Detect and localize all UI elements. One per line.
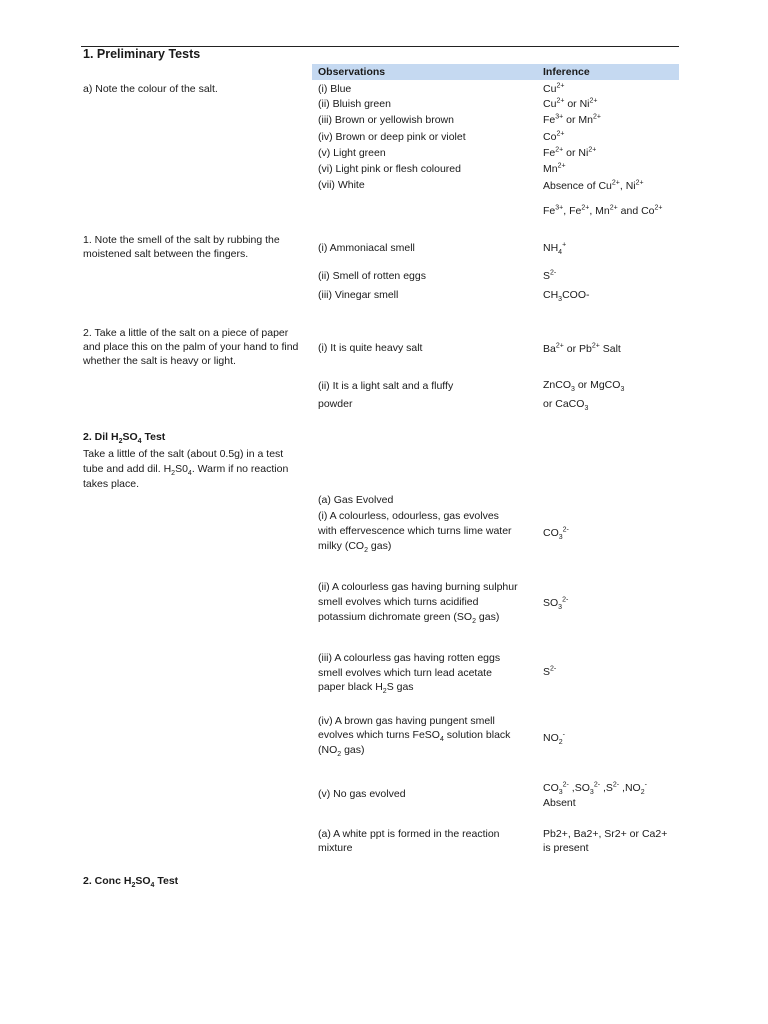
obs-row: (vii) White [318, 179, 365, 191]
obs-row: (i) A colourless, odourless, gas evolves [318, 510, 499, 522]
inf-row: $SO_3^{2-}$ [543, 596, 569, 612]
test-weight: 2. Take a little of the salt on a piece of paper and place this on the palm of your hand to find whether the salt is heavy or light. [83, 327, 299, 367]
header-inference: Inference [543, 66, 590, 78]
obs-row: with effervescence which turns lime water [318, 525, 512, 537]
obs-row: (vi) Light pink or flesh coloured [318, 163, 461, 175]
obs-row: (iv) Brown or deep pink or violet [318, 131, 466, 143]
obs-row: (i) Ammoniacal smell [318, 242, 415, 254]
inf-row: Absent [543, 797, 576, 809]
inf-row: $Fe^{3+}$, $Fe^{2+}$, $Mn^{2+}$ and $Co^{2+}$ [543, 204, 663, 217]
obs-row: milky ($CO_2$ gas) [318, 540, 392, 555]
inf-row: $S^{2-}$ [543, 269, 557, 282]
inf-row: $S^{2-}$ [543, 665, 557, 678]
section-title-conc: 2. Conc $H_2SO_4$ Test [83, 875, 179, 890]
inf-row: is present [543, 842, 589, 854]
obs-row: powder [318, 398, 353, 410]
inf-row: $CO_3^{2-}$ $,SO_3^{2-}$ $,S^{2-}$ $,NO_2^-$ [543, 781, 647, 797]
obs-row: (i) It is quite heavy salt [318, 342, 423, 354]
obs-row: smell evolves which turn lead acetate [318, 667, 492, 679]
inf-row: $Cu^{2+}$ or $Ni^{2+}$ [543, 97, 598, 110]
title-rule [81, 46, 679, 47]
inf-row: $NO_2^-$ [543, 731, 565, 747]
inf-row: $Cu^{2+}$ [543, 82, 565, 95]
dil-intro-line: Take a little of the salt (about 0.5g) in a test [83, 448, 284, 460]
obs-row: (iii) A colourless gas having rotten eggs [318, 652, 501, 664]
test-smell: 1. Note the smell of the salt by rubbing the moistened salt between the fingers. [83, 234, 280, 260]
inf-row: $Ba^{2+}$ or $Pb^{2+}$ Salt [543, 342, 621, 355]
obs-row: evolves which turns FeSO$_4$ solution black [318, 729, 511, 744]
section-title-preliminary: 1. Preliminary Tests [83, 47, 201, 61]
inf-row: Pb2+, Ba2+, Sr2+ or Ca2+ [543, 828, 668, 840]
dil-intro-line: takes place. [83, 478, 140, 490]
obs-row: (ii) Smell of rotten eggs [318, 270, 426, 282]
inf-row: Absence of $Cu^{2+}$, $Ni^{2+}$ [543, 179, 644, 192]
obs-row: ($NO_2$ gas) [318, 744, 365, 759]
inf-row: ZnCO$_3$ or MgCO$_3$ [543, 379, 625, 394]
inf-row: $Fe^{3+}$ or $Mn^{2+}$ [543, 113, 601, 126]
obs-row: potassium dichromate green ($SO_2$ gas) [318, 611, 500, 626]
obs-row: (a) A white ppt is formed in the reaction [318, 828, 500, 840]
header-observations: Observations [318, 66, 386, 78]
obs-row: (iii) Brown or yellowish brown [318, 114, 454, 126]
obs-row: (ii) Bluish green [318, 98, 391, 110]
obs-row: mixture [318, 842, 353, 854]
obs-row: (i) Blue [318, 83, 352, 95]
gas-evolved-heading: (a) Gas Evolved [318, 494, 394, 506]
obs-row: (v) No gas evolved [318, 788, 406, 800]
inf-row: $CH_3COO-$ [543, 289, 590, 304]
inf-row: $Mn^{2+}$ [543, 162, 566, 175]
inf-row: or CaCO$_3$ [543, 398, 589, 413]
obs-row: smell evolves which turns acidified [318, 596, 479, 608]
section-title-dil: 2. Dil $H_2SO_4$ Test [83, 431, 166, 446]
inf-row: $NH_4^+$ [543, 241, 567, 257]
obs-row: (ii) It is a light salt and a fluffy [318, 380, 454, 392]
obs-row: (ii) A colourless gas having burning sulphur [318, 581, 518, 593]
inf-row: $CO_3^{2-}$ [543, 526, 569, 542]
test-colour: a) Note the colour of the salt. [83, 83, 218, 95]
obs-row: (iii) Vinegar smell [318, 289, 399, 301]
obs-row: (v) Light green [318, 147, 386, 159]
obs-row: paper black $H_2S$ gas [318, 681, 414, 696]
dil-intro-line: tube and add dil. $H_2S0_4$. Warm if no reaction [83, 463, 289, 478]
obs-row: (iv) A brown gas having pungent smell [318, 715, 495, 727]
inf-row: $Fe^{2+}$ or $Ni^{2+}$ [543, 146, 597, 159]
inf-row: $Co^{2+}$ [543, 130, 565, 143]
